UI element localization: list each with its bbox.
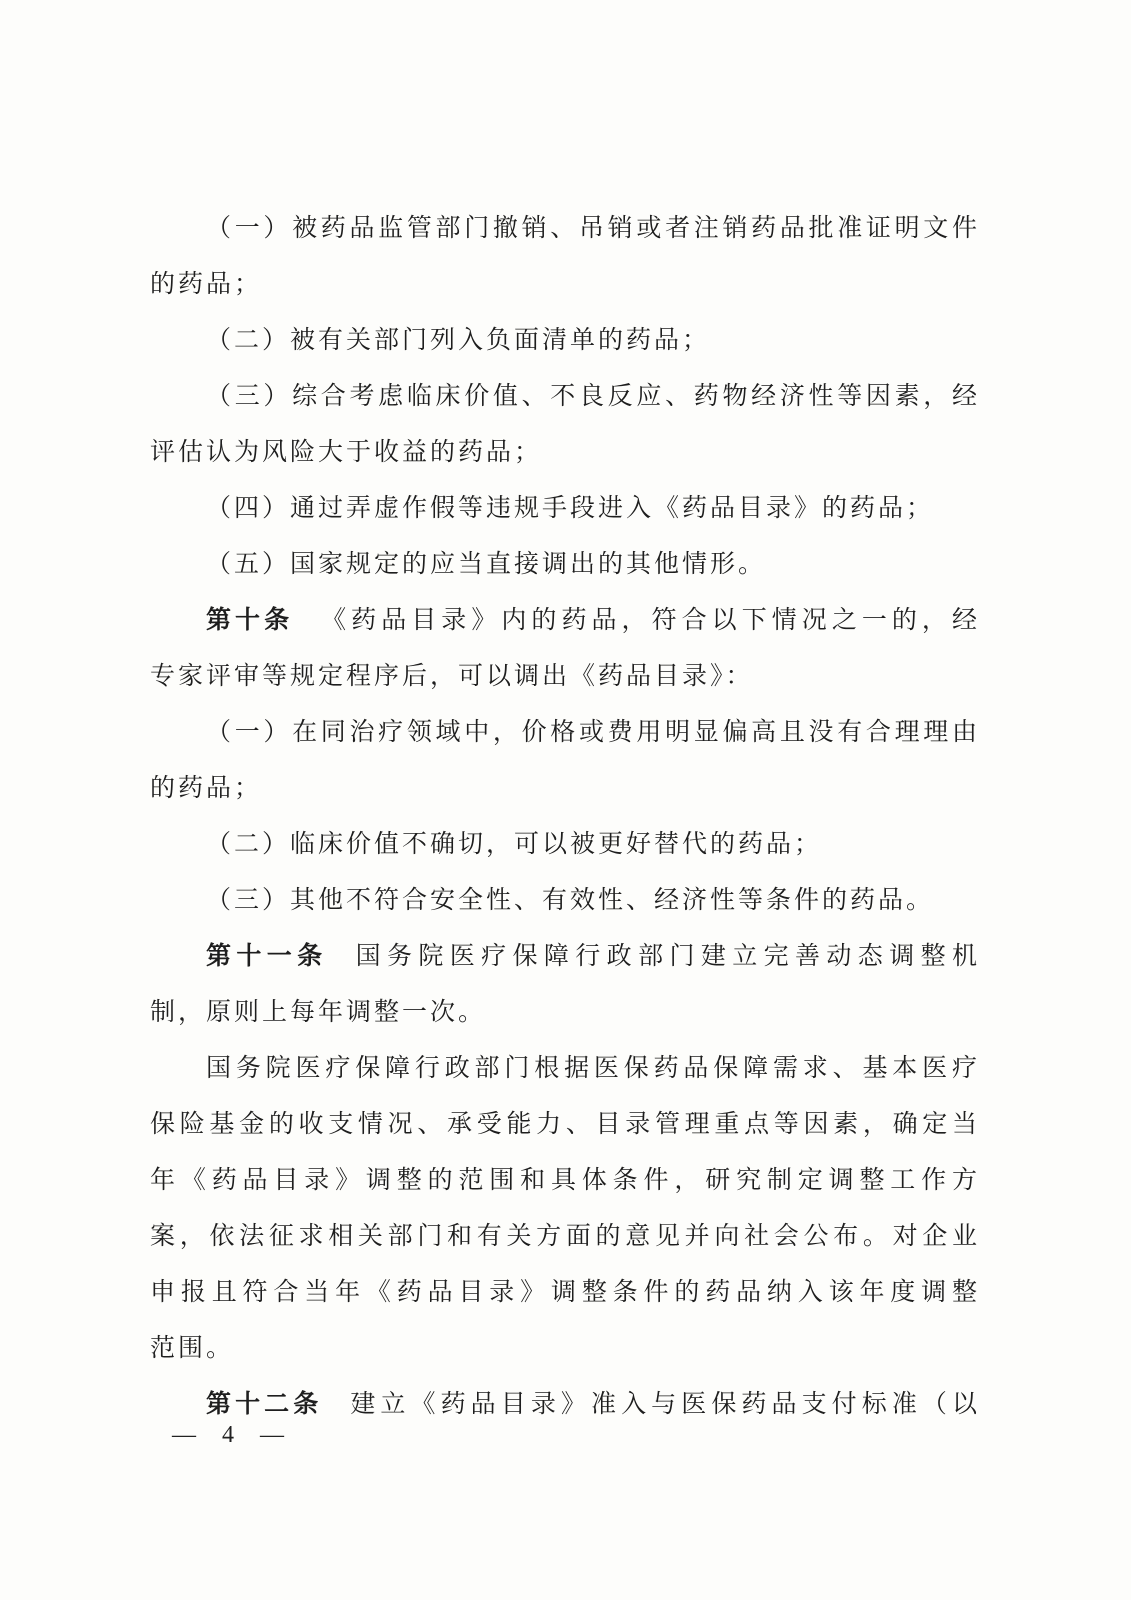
- paragraph-line: 年《药品目录》调整的范围和具体条件，研究制定调整工作方: [150, 1165, 980, 1194]
- paragraph-line: （二）被有关部门列入负面清单的药品；: [206, 325, 711, 354]
- paragraph-line: （五）国家规定的应当直接调出的其他情形。: [206, 549, 767, 578]
- paragraph-line: 国务院医疗保障行政部门根据医保药品保障需求、基本医疗: [206, 1053, 980, 1082]
- page-number: — 4 —: [172, 1422, 294, 1448]
- paragraph-line: （一）被药品监管部门撤销、吊销或者注销药品批准证明文件: [206, 213, 980, 242]
- paragraph-line: （三）综合考虑临床价值、不良反应、药物经济性等因素，经: [206, 381, 980, 410]
- paragraph-line: 的药品；: [150, 269, 263, 298]
- paragraph-line: （一）在同治疗领域中，价格或费用明显偏高且没有合理理由: [206, 717, 980, 746]
- paragraph-line: 范围。: [150, 1333, 235, 1362]
- article-heading: 第十一条: [206, 941, 328, 970]
- article-heading: 第十二条: [206, 1389, 323, 1418]
- article-10-line: [150, 592, 980, 648]
- article-text: 《药品目录》内的药品，符合以下情况之一的，经: [321, 605, 980, 634]
- article-text: 建立《药品目录》准入与医保药品支付标准（以: [350, 1389, 980, 1418]
- paragraph-line: 评估认为风险大于收益的药品；: [150, 437, 543, 466]
- article-text: 国务院医疗保障行政部门建立完善动态调整机: [355, 941, 980, 970]
- article-heading: 第十条: [206, 605, 294, 634]
- document-body: [150, 200, 980, 1432]
- article-11-line: [150, 928, 980, 984]
- paragraph-line: 的药品；: [150, 773, 263, 802]
- paragraph-line: 保险基金的收支情况、承受能力、目录管理重点等因素，确定当: [150, 1109, 980, 1138]
- paragraph-line: （四）通过弄虚作假等违规手段进入《药品目录》的药品；: [206, 493, 935, 522]
- paragraph-line: （三）其他不符合安全性、有效性、经济性等条件的药品。: [206, 885, 935, 914]
- paragraph-line: （二）临床价值不确切，可以被更好替代的药品；: [206, 829, 823, 858]
- paragraph-line: 申报且符合当年《药品目录》调整条件的药品纳入该年度调整: [150, 1277, 980, 1306]
- paragraph-line: 案，依法征求相关部门和有关方面的意见并向社会公布。对企业: [150, 1221, 980, 1250]
- paragraph-line: 制，原则上每年调整一次。: [150, 997, 487, 1026]
- paragraph-line: 专家评审等规定程序后，可以调出《药品目录》：: [150, 661, 754, 690]
